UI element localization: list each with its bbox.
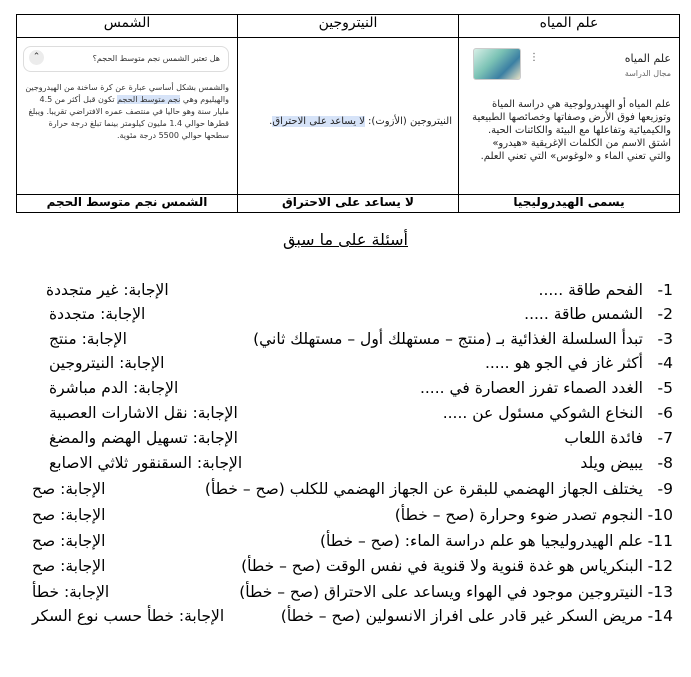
question-answer: الإجابة: غير متجددة (46, 281, 169, 299)
cell-water-science (459, 38, 680, 195)
question-number: 7- (657, 429, 673, 447)
question-number: 14- (647, 607, 673, 625)
question-answer: الإجابة: صح (32, 480, 106, 498)
question-row (16, 354, 673, 378)
question-row (16, 379, 673, 403)
question-number: 8- (657, 454, 673, 472)
nitrogen-highlight: لا يساعد على الاحتراق (272, 116, 365, 127)
question-text: النجوم تصدر ضوء وحرارة (صح – خطأ) (394, 506, 643, 524)
chevron-up-icon[interactable]: ⌃ (29, 50, 44, 65)
question-answer: الإجابة: خطأ (32, 583, 110, 601)
question-number: 13- (647, 583, 673, 601)
question-row (16, 281, 673, 305)
question-number: 11- (647, 532, 673, 550)
nitrogen-suffix: . (269, 116, 273, 127)
faq-answer (23, 82, 229, 142)
card-subtitle: مجال الدراسة (624, 69, 671, 78)
question-answer: الإجابة: نقل الاشارات العصبية (49, 404, 238, 422)
question-text: الشمس طاقة ..... (524, 305, 643, 323)
question-number: 6- (657, 404, 673, 422)
card-title: علم المياه (624, 52, 671, 65)
footer-sun: الشمس نجم متوسط الحجم (17, 195, 238, 213)
question-number: 3- (657, 330, 673, 348)
question-answer: الإجابة: صح (32, 532, 106, 550)
cell-sun (17, 38, 238, 195)
footer-water-science: يسمى الهيدروليجيا (459, 195, 680, 213)
question-row (16, 607, 673, 631)
question-answer: الإجابة: تسهيل الهضم والمضغ (49, 429, 238, 447)
question-number: 2- (657, 305, 673, 323)
question-text: يختلف الجهاز الهضمي للبقرة عن الجهاز الهضمي للكلب (صح – خطأ) (204, 480, 643, 498)
card-thumbnail-image[interactable] (473, 48, 521, 80)
question-text: البنكرياس هو غدة قنوية ولا قنوية في نفس الوقت (صح – خطأ) (241, 557, 643, 575)
question-row (16, 305, 673, 329)
header-sun: الشمس (17, 15, 238, 38)
question-row (16, 532, 673, 556)
question-text: علم الهيدروليجيا هو علم دراسة الماء: (صح – خطأ) (320, 532, 643, 550)
faq-answer-highlight: نجم متوسط الحجم (117, 95, 181, 104)
question-row (16, 583, 673, 607)
question-row (16, 506, 673, 530)
question-answer: الإجابة: الدم مباشرة (49, 379, 179, 397)
question-number: 1- (657, 281, 673, 299)
question-number: 5- (657, 379, 673, 397)
info-table-wrapper (16, 14, 680, 213)
question-text: النيتروجين موجود في الهواء ويساعد على الاحتراق (صح – خطأ) (239, 583, 643, 601)
question-answer: الإجابة: صح (32, 557, 106, 575)
question-text: يبيض ويلد (580, 454, 643, 472)
faq-snippet (23, 46, 229, 142)
question-answer: الإجابة: منتج (49, 330, 127, 348)
nitrogen-snippet (244, 116, 452, 127)
knowledge-card (469, 46, 671, 188)
question-answer: الإجابة: متجددة (49, 305, 146, 323)
question-text: الغدد الصماء تفرز العصارة في ..... (419, 379, 643, 397)
header-nitrogen: النيتروجين (238, 15, 459, 38)
section-title: أسئلة على ما سبق (282, 230, 408, 249)
faq-answer-before: والشمس بشكل أساسي عبارة عن كرة ساخنة من الهيدروجين والهيليوم وهي (25, 83, 229, 104)
question-text: فائدة اللعاب (564, 429, 643, 447)
question-text: أكثر غاز في الجو هو ..... (484, 354, 643, 372)
header-water-science: علم المياه (459, 15, 680, 38)
card-description: علم المياه أو الهيدرولوجية هي دراسة المياة وتوزيعها فوق الأرض وصفاتها وخصائصها الطبيعية والكيميائية وتفاعلها مع البيئة والكائنات الحية. اشتق الاسم من الكلمات الإغريقية «هيدرو» والتي تعني الماء و «لوغوس» التي تعني العلم. (472, 99, 671, 162)
more-options-icon[interactable]: ⋮ (529, 52, 539, 63)
question-text: النخاع الشوكي مسئول عن ..... (442, 404, 643, 422)
question-number: 12- (647, 557, 673, 575)
footer-nitrogen: لا يساعد على الاحتراق (238, 195, 459, 213)
question-text: الفحم طاقة ..... (538, 281, 643, 299)
question-row (16, 429, 673, 453)
question-row (16, 557, 673, 581)
info-table (16, 14, 680, 213)
nitrogen-prefix: النيتروجين (الأزوت): (364, 116, 452, 127)
question-text: تبدأ السلسلة الغذائية بـ (منتج – مستهلك أول – مستهلك ثاني) (253, 330, 643, 348)
cell-nitrogen (238, 38, 459, 195)
question-row (16, 480, 673, 504)
question-row (16, 330, 673, 354)
question-number: 4- (657, 354, 673, 372)
question-answer: الإجابة: النيتروجين (49, 354, 165, 372)
faq-question: هل تعتبر الشمس نجم متوسط الحجم؟ (92, 54, 220, 63)
question-number: 9- (657, 480, 673, 498)
question-number: 10- (647, 506, 673, 524)
question-text: مريض السكر غير قادر على افراز الانسولين (صح – خطأ) (280, 607, 643, 625)
question-row (16, 454, 673, 478)
question-row (16, 404, 673, 428)
faq-question-box[interactable] (23, 46, 229, 72)
faq-answer-after: تكون قبل أكثر من 4.5 مليار سنة وهو حاليا في منتصف عمره الافتراضي تقريبا. ويبلغ قطرها حوالي 1.4 مليون كيلومتر بينما تبلغ درجة حرارة سطحها حوالي 5500 درجة مئوية. (28, 95, 229, 140)
question-answer: الإجابة: خطأ حسب نوع السكر (32, 607, 225, 625)
question-answer: الإجابة: السقنقور ثلاثي الاصابع (49, 454, 243, 472)
question-answer: الإجابة: صح (32, 506, 106, 524)
